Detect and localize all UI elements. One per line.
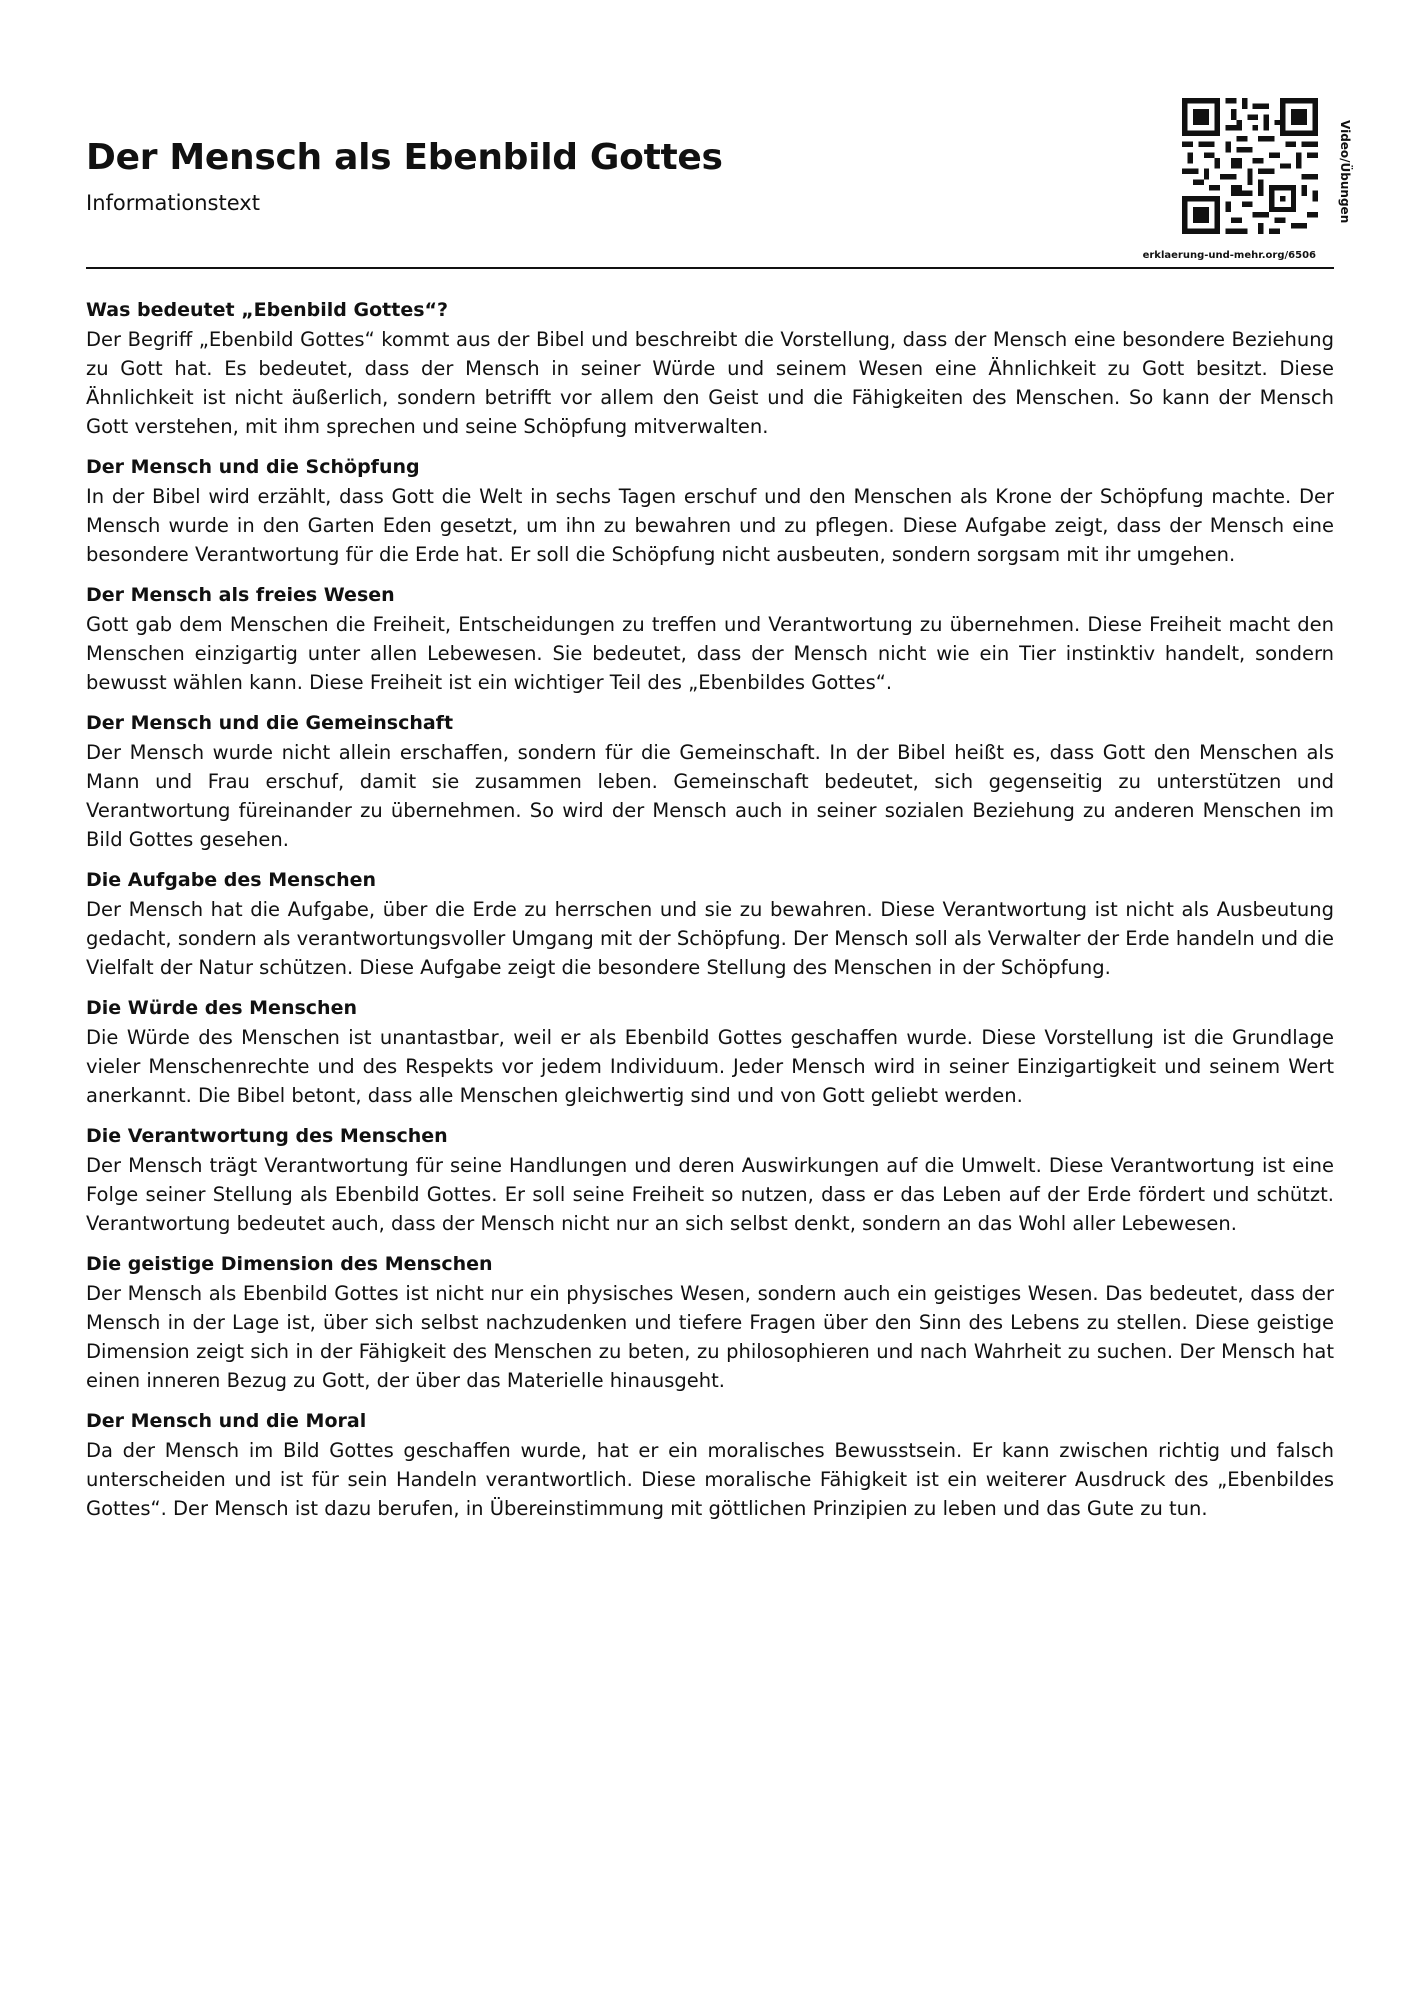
section-heading: Der Mensch als freies Wesen [86, 584, 395, 606]
text-content [86, 296, 1334, 1535]
section-ebenbild-definition [86, 296, 1334, 441]
qr-url-link[interactable]: erklaerung-und-mehr.org/6506 [1142, 250, 1316, 261]
section-body: Der Mensch hat die Aufgabe, über die Erde zu herrschen und sie zu bewahren. Diese Verantwortung ist nicht als Ausbeutung gedacht, sondern als verantwortungsvoller Umgang mit der Schöpfung. Der Mensch soll als Verwalter der Erde handeln und die Vielfalt der Natur schützen. Diese Aufgabe zeigt die besondere Stellung des Menschen in der Schöpfung. [86, 898, 1334, 979]
section-body: Da der Mensch im Bild Gottes geschaffen wurde, hat er ein moralisches Bewusstsein. Er kann zwischen richtig und falsch unterscheiden und ist für sein Handeln verantwortlich. Diese moralische Fähigkeit ist ein weiterer Ausdruck des „Ebenbildes Gottes“. Der Mensch ist dazu berufen, in Übereinstimmung mit göttlichen Prinzipien zu leben und das Gute zu tun. [86, 1439, 1334, 1520]
section-heading: Die geistige Dimension des Menschen [86, 1253, 493, 1275]
section-heading: Der Mensch und die Gemeinschaft [86, 712, 454, 734]
section-moral [86, 1407, 1334, 1523]
qr-code-icon[interactable] [1182, 98, 1318, 234]
section-body: In der Bibel wird erzählt, dass Gott die Welt in sechs Tagen erschuf und den Menschen als Krone der Schöpfung machte. Der Mensch wurde in den Garten Eden gesetzt, um ihn zu bewahren und zu pflegen. Diese Aufgabe zeigt, dass der Mensch eine besondere Verantwortung für die Erde hat. Er soll die Schöpfung nicht ausbeuten, sondern sorgsam mit ihr umgehen. [86, 485, 1334, 566]
worksheet-page [86, 0, 1352, 2000]
section-heading: Die Verantwortung des Menschen [86, 1125, 448, 1147]
section-body: Die Würde des Menschen ist unantastbar, weil er als Ebenbild Gottes geschaffen wurde. Diese Vorstellung ist die Grundlage vieler Menschenrechte und des Respekts vor jedem Individuum. Jeder Mensch wird in seiner Einzigartigkeit und seinem Wert anerkannt. Die Bibel betont, dass alle Menschen gleichwertig sind und von Gott geliebt werden. [86, 1026, 1334, 1107]
qr-side-label: Video/Übungen [1338, 120, 1352, 224]
section-heading: Der Mensch und die Moral [86, 1410, 367, 1432]
section-heading: Der Mensch und die Schöpfung [86, 456, 420, 478]
page-header [86, 0, 1352, 270]
section-body: Gott gab dem Menschen die Freiheit, Entscheidungen zu treffen und Verantwortung zu übernehmen. Diese Freiheit macht den Menschen einzigartig unter allen Lebewesen. Sie bedeutet, dass der Mensch nicht wie ein Tier instinktiv handelt, sondern bewusst wählen kann. Diese Freiheit ist ein wichtiger Teil des „Ebenbildes Gottes“. [86, 613, 1334, 694]
section-body: Der Mensch trägt Verantwortung für seine Handlungen und deren Auswirkungen auf die Umwelt. Diese Verantwortung ist eine Folge seiner Stellung als Ebenbild Gottes. Er soll seine Freiheit so nutzen, dass er das Leben auf der Erde fördert und schützt. Verantwortung bedeutet auch, dass der Mensch nicht nur an sich selbst denkt, sondern an das Wohl aller Lebewesen. [86, 1154, 1334, 1235]
section-body: Der Mensch als Ebenbild Gottes ist nicht nur ein physisches Wesen, sondern auch ein geistiges Wesen. Das bedeutet, dass der Mensch in der Lage ist, über sich selbst nachzudenken und tiefere Fragen über den Sinn des Lebens zu stellen. Diese geistige Dimension zeigt sich in der Fähigkeit des Menschen zu beten, zu philosophieren und nach Wahrheit zu suchen. Der Mensch hat einen inneren Bezug zu Gott, der über das Materielle hinausgeht. [86, 1282, 1334, 1392]
header-divider [86, 267, 1334, 269]
section-body: Der Begriff „Ebenbild Gottes“ kommt aus der Bibel und beschreibt die Vorstellung, dass der Mensch eine besondere Beziehung zu Gott hat. Es bedeutet, dass der Mensch in seiner Würde und seinem Wesen eine Ähnlichkeit zu Gott besitzt. Diese Ähnlichkeit ist nicht äußerlich, sondern betrifft vor allem den Geist und die Fähigkeiten des Menschen. So kann der Mensch Gott verstehen, mit ihm sprechen und seine Schöpfung mitverwalten. [86, 328, 1334, 438]
section-verantwortung [86, 1122, 1334, 1238]
section-body: Der Mensch wurde nicht allein erschaffen, sondern für die Gemeinschaft. In der Bibel heißt es, dass Gott den Menschen als Mann und Frau erschuf, damit sie zusammen leben. Gemeinschaft bedeutet, sich gegenseitig zu unterstützen und Verantwortung füreinander zu übernehmen. So wird der Mensch auch in seiner sozialen Beziehung zu anderen Menschen im Bild Gottes gesehen. [86, 741, 1334, 851]
section-heading: Was bedeutet „Ebenbild Gottes“? [86, 299, 449, 321]
section-gemeinschaft [86, 709, 1334, 854]
section-freies-wesen [86, 581, 1334, 697]
section-heading: Die Würde des Menschen [86, 997, 357, 1019]
section-geistige-dimension [86, 1250, 1334, 1395]
page-subtitle: Informationstext [86, 191, 260, 215]
qr-block [1114, 98, 1352, 268]
section-wuerde [86, 994, 1334, 1110]
section-heading: Die Aufgabe des Menschen [86, 869, 377, 891]
section-aufgabe [86, 866, 1334, 982]
section-schoepfung [86, 453, 1334, 569]
page-title: Der Mensch als Ebenbild Gottes [86, 137, 723, 178]
